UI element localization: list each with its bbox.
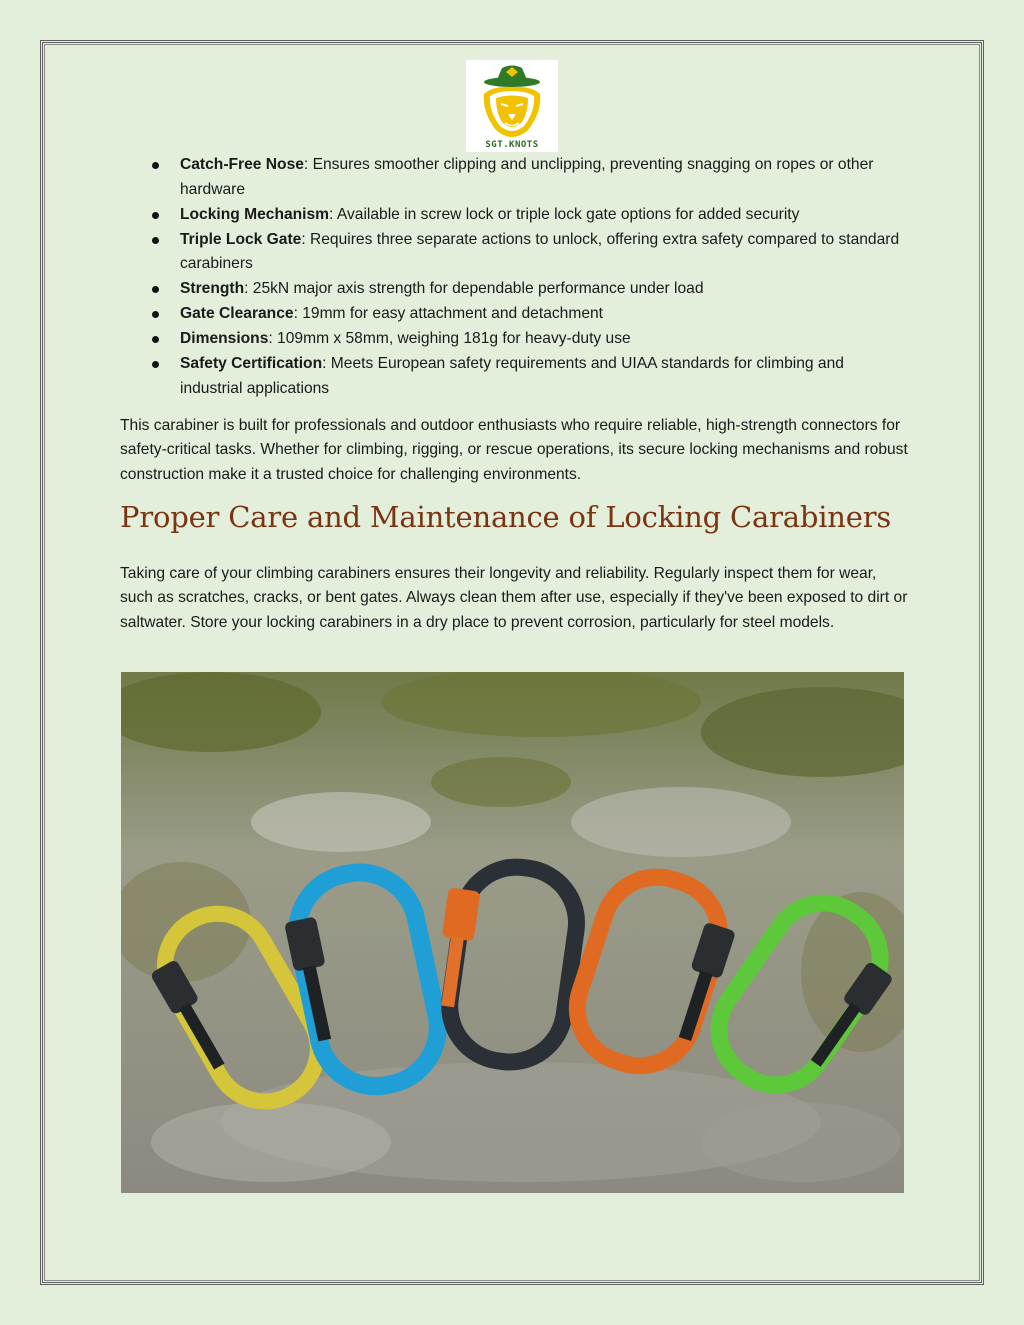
logo-wordmark: SGT.KNOTS: [485, 140, 539, 150]
list-item: [120, 327, 910, 352]
feature-text: : 25kN major axis strength for dependable performance under load: [244, 280, 704, 297]
feature-label: Locking Mechanism: [180, 205, 330, 223]
feature-text: : Requires three separate actions to unlock, offering extra safety compared to standard carabiners: [180, 230, 900, 272]
list-item: [120, 153, 910, 202]
intro-paragraph: This carabiner is built for professionals and outdoor enthusiasts who require reliable, high-strength connectors for safety-critical tasks. Whether for climbing, rigging, or rescue operations, its secure locking mechanisms and robust construction make it a trusted choice for challenging environments.: [120, 417, 908, 483]
list-item: [120, 203, 910, 228]
bullet-icon: [152, 311, 159, 318]
carabiners-photo: [121, 672, 904, 1193]
bullet-icon: [152, 162, 159, 169]
care-paragraph: Taking care of your climbing carabiners ensures their longevity and reliability. Regularly inspect them for wear, such as scratches, cracks, or bent gates. Always clean them after use, especially if they've been exposed to dirt or saltwater. Store your locking carabiners in a dry place to prevent corrosion, particularly for steel models.: [120, 565, 908, 631]
section-heading: Proper Care and Maintenance of Locking Carabiners: [120, 500, 892, 534]
feature-text: : Ensures smoother clipping and unclipping, preventing snagging on ropes or other hardware: [180, 156, 874, 198]
bullet-icon: [152, 212, 159, 219]
list-item: [120, 228, 910, 277]
list-item: [120, 302, 910, 327]
bullet-icon: [152, 361, 159, 368]
feature-text: : Available in screw lock or triple lock gate options for added security: [329, 205, 800, 223]
brand-logo: [466, 60, 558, 152]
feature-label: Dimensions: [180, 330, 269, 347]
bullet-icon: [152, 336, 159, 343]
feature-label: Gate Clearance: [180, 305, 294, 322]
feature-label: Triple Lock Gate: [180, 230, 302, 248]
bullet-icon: [152, 237, 159, 244]
feature-text: : 19mm for easy attachment and detachment: [293, 305, 604, 322]
bullet-icon: [152, 286, 159, 293]
list-item: [120, 352, 910, 401]
feature-label: Catch-Free Nose: [180, 156, 304, 173]
list-item: [120, 277, 910, 302]
feature-label: Strength: [180, 280, 245, 297]
feature-text: : 109mm x 58mm, weighing 181g for heavy-duty use: [268, 330, 631, 347]
feature-list: [120, 153, 910, 402]
feature-text: : Meets European safety requirements and UIAA standards for climbing and industrial applications: [180, 355, 844, 397]
feature-label: Safety Certification: [180, 355, 323, 372]
lion-logo-icon: [466, 60, 558, 152]
carabiners-on-rock-image: [121, 672, 904, 1193]
